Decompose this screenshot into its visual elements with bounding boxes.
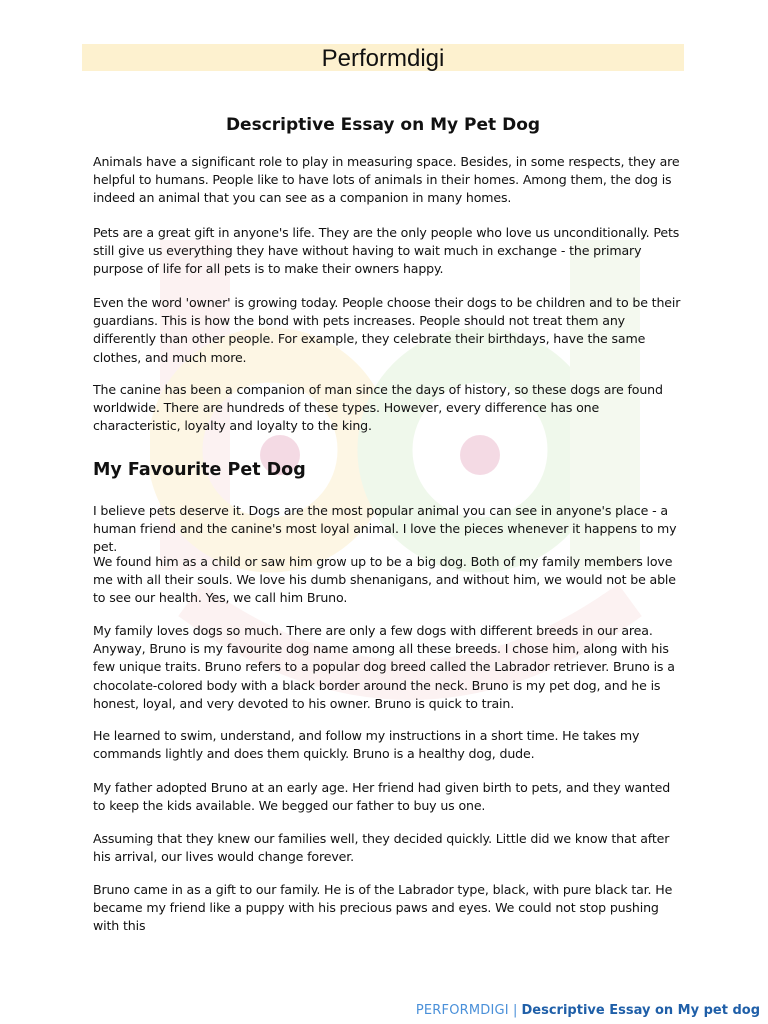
section-paragraph: He learned to swim, understand, and follow my instructions in a short time. He takes my commands lightly and does them quickly. Bruno is a healthy dog, dude.	[93, 728, 640, 762]
section-paragraph: We found him as a child or saw him grow up to be a big dog. Both of my family members love me with all their souls. We love his dumb shenanigans, and without him, we would not be able to see our health. Yes, we call him Bruno.	[93, 554, 676, 606]
footer-doc-title: Descriptive Essay on My pet dog	[521, 1003, 760, 1018]
intro-paragraph: Even the word 'owner' is growing today. People choose their dogs to be children and to be their guardians. This is how the bond with pets increases. People should not treat them any differently than other people. For example, they celebrate their birthdays, have the same clothes, and much more.	[93, 295, 681, 365]
intro-paragraph: The canine has been a companion of man since the days of history, so these dogs are found worldwide. There are hundreds of these types. However, every difference has one characteristic, loyalty and loyalty to the king.	[93, 382, 663, 434]
page-footer	[416, 1003, 760, 1019]
footer-separator: |	[512, 1003, 518, 1018]
section-paragraph: My family loves dogs so much. There are only a few dogs with different breeds in our area. Anyway, Bruno is my favourite dog name among all these breeds. I chose him, along with his few unique traits. Bruno refers to a popular dog breed called the Labrador retriever. Bruno is a chocolate-colored body with a black border around the neck. Bruno is my pet dog, and he is honest, loyal, and very devoted to his owner. Bruno is quick to train.	[93, 623, 675, 711]
section-paragraph: My father adopted Bruno at an early age. Her friend had given birth to pets, and they wanted to keep the kids available. We begged our father to buy us one.	[93, 780, 671, 814]
essay-title: Descriptive Essay on My Pet Dog	[225, 115, 541, 135]
intro-paragraph: Pets are a great gift in anyone's life. They are the only people who love us unconditionally. Pets still give us everything they have without having to wait much in exchange - the primary purpose of life for all pets is to make their owners happy.	[93, 225, 680, 277]
site-title: Performdigi	[321, 45, 445, 72]
section-heading: My Favourite Pet Dog	[93, 460, 306, 480]
footer-brand: PERFORMDIGI	[415, 1003, 509, 1018]
section-paragraph: Assuming that they knew our families well, they decided quickly. Little did we know that after his arrival, our lives would change forever.	[93, 831, 670, 865]
section-paragraph: Bruno came in as a gift to our family. He is of the Labrador type, black, with pure black tar. He became my friend like a puppy with his precious paws and eyes. We could not stop pushing with this	[93, 882, 673, 934]
section-paragraph: I believe pets deserve it. Dogs are the most popular animal you can see in anyone's place - a human friend and the canine's most loyal animal. I love the pieces whenever it happens to my pet.	[93, 503, 677, 555]
intro-paragraph: Animals have a significant role to play in measuring space. Besides, in some respects, they are helpful to humans. People like to have lots of animals in their homes. Among them, the dog is indeed an animal that you can see as a companion in many homes.	[93, 154, 680, 206]
